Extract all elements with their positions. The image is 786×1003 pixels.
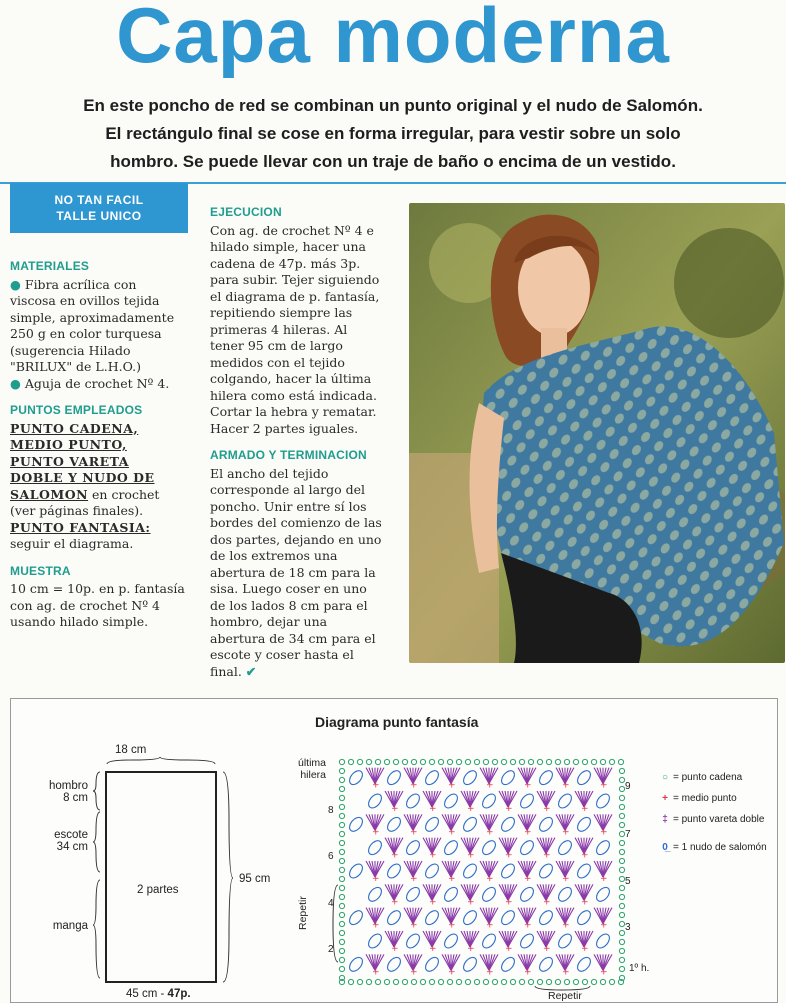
chain-stitch	[501, 759, 506, 764]
chain-stitch	[348, 979, 353, 984]
chain-stitch	[339, 957, 344, 962]
single-crochet-mark: +	[410, 967, 418, 978]
solomon-knot	[480, 885, 498, 904]
chain-stitch	[546, 759, 551, 764]
page-title: Capa moderna	[116, 0, 670, 79]
single-crochet-mark: +	[543, 944, 551, 954]
chain-stitch	[619, 912, 624, 917]
solomon-knot	[347, 908, 365, 927]
solomon-knot	[423, 955, 441, 974]
chain-stitch	[420, 979, 425, 984]
chain-stitch	[591, 979, 596, 984]
chain-stitch	[339, 939, 344, 944]
chain-stitch	[339, 822, 344, 827]
chain-stitch	[357, 979, 362, 984]
single-crochet-mark: +	[600, 967, 608, 978]
solomon-knot	[518, 838, 536, 857]
single-crochet-mark: +	[448, 874, 456, 884]
chain-stitch	[357, 759, 362, 764]
puntos-heading: PUNTOS EMPLEADOS	[10, 403, 143, 417]
single-crochet-mark: +	[391, 944, 399, 954]
chain-stitch	[429, 759, 434, 764]
difficulty-label: NO TAN FACIL	[54, 193, 144, 207]
subtitle-line-3: hombro. Se puede llevar con un traje de baño o encima de un vestido.	[110, 152, 676, 171]
single-crochet-mark: +	[600, 827, 608, 838]
chain-stitch	[366, 759, 371, 764]
chain-stitch	[483, 979, 488, 984]
single-crochet-mark: +	[372, 780, 380, 791]
solomon-knot	[404, 885, 422, 904]
schematic-height: 95 cm	[239, 873, 271, 885]
single-crochet-mark: +	[410, 827, 418, 838]
chain-stitch	[573, 979, 578, 984]
solomon-knot	[385, 862, 403, 881]
single-crochet-mark: +	[372, 967, 380, 978]
chain-stitch-icon: ○	[661, 772, 669, 783]
chain-stitch	[510, 759, 515, 764]
chain-stitch	[582, 979, 587, 984]
chain-stitch	[619, 966, 624, 971]
single-crochet-mark: +	[562, 967, 570, 978]
solomon-knot	[366, 885, 384, 904]
solomon-knot	[442, 792, 460, 811]
chain-stitch	[339, 768, 344, 773]
chain-stitch	[339, 858, 344, 863]
solomon-knot	[385, 815, 403, 834]
chain-stitch	[619, 777, 624, 782]
row-number-6: 6	[328, 851, 334, 862]
single-crochet-mark: +	[410, 874, 418, 884]
solomon-knot	[518, 932, 536, 951]
solomon-knot	[575, 908, 593, 927]
puntos-basic-label: PUNTO CADENA, MEDIO PUNTO, PUNTO VARETA DOBLE Y NUDO DE SALOMON	[10, 420, 155, 502]
chain-stitch	[619, 939, 624, 944]
subtitle-line-2: El rectángulo final se cose en forma irregular, para vestir sobre un solo	[105, 124, 681, 143]
legend-double	[657, 814, 764, 825]
chain-stitch	[339, 867, 344, 872]
chain-stitch	[339, 804, 344, 809]
chain-stitch	[619, 867, 624, 872]
single-crochet-mark: +	[486, 874, 494, 884]
chain-stitch	[339, 840, 344, 845]
solomon-knot	[461, 908, 479, 927]
chain-stitch	[609, 979, 614, 984]
materiales-item-1-text: Fibra acrílica con viscosa en ovillos tejida simple, aproximadamente 250 g en color turquesa (sugerencia Hilado "BRILUX" de L.H.O.)	[10, 276, 175, 374]
chain-stitch	[339, 849, 344, 854]
solomon-knot	[594, 792, 612, 811]
bullet-icon: ●	[10, 276, 25, 292]
solomon-knot	[442, 932, 460, 951]
chain-stitch	[564, 979, 569, 984]
chain-stitch	[339, 795, 344, 800]
solomon-knot	[423, 815, 441, 834]
chain-stitch	[564, 759, 569, 764]
single-crochet-mark: +	[448, 780, 456, 791]
single-crochet-mark: +	[410, 920, 418, 931]
chain-stitch	[619, 786, 624, 791]
chain-stitch	[492, 759, 497, 764]
solomon-knot	[385, 908, 403, 927]
solomon-knot	[480, 838, 498, 857]
solomon-knot	[537, 908, 555, 927]
single-crochet-mark: +	[505, 897, 513, 908]
chain-stitch	[339, 966, 344, 971]
chain-stitch	[456, 979, 461, 984]
single-crochet-mark: +	[410, 780, 418, 791]
single-crochet-mark: +	[486, 827, 494, 838]
schematic-bottom-p: 47p.	[167, 988, 191, 1000]
chain-stitch	[402, 759, 407, 764]
single-crochet-mark: +	[486, 780, 494, 791]
chain-stitch	[619, 903, 624, 908]
chain-stitch	[501, 979, 506, 984]
single-crochet-mark: +	[467, 897, 475, 908]
single-crochet-mark: +	[524, 920, 532, 931]
chain-stitch	[393, 979, 398, 984]
chain-stitch	[447, 759, 452, 764]
schematic-top-width: 18 cm	[115, 744, 147, 756]
solomon-knot	[461, 862, 479, 881]
chain-stitch	[492, 979, 497, 984]
solomon-knot	[556, 932, 574, 951]
first-row-label: 1º h.	[629, 963, 650, 974]
single-crochet-mark: +	[391, 804, 399, 814]
single-crochet-icon: +	[662, 793, 668, 804]
single-crochet-mark: +	[467, 804, 475, 814]
single-crochet-mark: +	[524, 780, 532, 791]
schematic-hombro-cm: 8 cm	[63, 792, 88, 804]
chain-stitch	[411, 759, 416, 764]
chain-stitch	[528, 979, 533, 984]
solomon-knot	[423, 768, 441, 787]
chain-stitch	[438, 979, 443, 984]
solomon-knot	[537, 955, 555, 974]
single-crochet-mark: +	[543, 850, 551, 861]
chain-stitch	[619, 831, 624, 836]
single-crochet-mark: +	[429, 850, 437, 861]
muestra-heading: MUESTRA	[10, 563, 71, 578]
single-crochet-mark: +	[543, 804, 551, 814]
solomon-knot	[461, 768, 479, 787]
chain-stitch	[619, 876, 624, 881]
chain-stitch	[384, 979, 389, 984]
legend-chain-text: = punto cadena	[673, 772, 743, 783]
solomon-knot	[385, 768, 403, 787]
single-crochet-mark: +	[524, 874, 532, 884]
legend-knot-text: = 1 nudo de salomón	[673, 842, 767, 853]
solomon-knot	[461, 955, 479, 974]
solomon-knot	[499, 815, 517, 834]
chain-stitch	[609, 759, 614, 764]
double-treble-icon: ‡	[662, 814, 668, 825]
chain-stitch	[474, 979, 479, 984]
legend-chain	[657, 772, 742, 783]
chain-stitch	[582, 759, 587, 764]
single-crochet-mark: +	[448, 827, 456, 838]
row-number-2: 2	[328, 944, 334, 955]
solomon-knot	[404, 838, 422, 857]
puntos-fantasy-label: PUNTO FANTASIA:	[10, 519, 151, 535]
legend-single-text: = medio punto	[673, 793, 737, 804]
chain-stitch	[375, 759, 380, 764]
chain-stitch	[555, 979, 560, 984]
chain-stitch	[339, 813, 344, 818]
solomon-knot	[347, 768, 365, 787]
solomon-knot	[385, 955, 403, 974]
chain-stitch	[618, 759, 623, 764]
chain-stitch	[619, 948, 624, 953]
single-crochet-mark: +	[429, 897, 437, 908]
chain-stitch	[339, 903, 344, 908]
puntos-fantasy-text: seguir el diagrama.	[10, 536, 134, 551]
single-crochet-mark: +	[505, 850, 513, 861]
single-crochet-mark: +	[562, 920, 570, 931]
chain-stitch	[519, 759, 524, 764]
solomon-knot	[480, 932, 498, 951]
ultima-hilera-label: última hilera	[297, 757, 326, 781]
solomon-knot	[575, 862, 593, 881]
schematic-escote-cm: 34 cm	[56, 841, 88, 853]
chain-stitch	[420, 759, 425, 764]
schematic-bottom-cm: 45 cm -	[126, 988, 165, 1000]
chain-stitch	[600, 759, 605, 764]
chain-stitch	[510, 979, 515, 984]
solomon-knot	[556, 885, 574, 904]
schematic-manga-label: manga	[52, 920, 88, 932]
chain-stitch	[537, 979, 542, 984]
solomon-knot	[480, 792, 498, 811]
chain-stitch	[339, 777, 344, 782]
chain-stitch	[429, 979, 434, 984]
chain-stitch	[619, 921, 624, 926]
size-label: TALLE UNICO	[56, 209, 142, 223]
solomon-knot	[575, 768, 593, 787]
materiales-heading: MATERIALES	[10, 259, 90, 273]
single-crochet-mark: +	[505, 804, 513, 814]
solomon-knot	[347, 955, 365, 974]
chain-stitch	[339, 759, 344, 764]
single-crochet-mark: +	[600, 780, 608, 791]
diagram-title: Diagrama punto fantasía	[315, 714, 479, 730]
chain-stitch	[339, 894, 344, 899]
single-crochet-mark: +	[524, 827, 532, 838]
chain-stitch	[393, 759, 398, 764]
chain-stitch	[619, 822, 624, 827]
chain-stitch	[619, 849, 624, 854]
chain-stitch	[600, 979, 605, 984]
chain-stitch	[546, 979, 551, 984]
solomon-knot	[423, 908, 441, 927]
bullet-icon: ●	[10, 375, 25, 391]
chain-stitch	[619, 894, 624, 899]
chain-stitch	[573, 759, 578, 764]
solomon-knot	[347, 815, 365, 834]
solomon-knot	[537, 768, 555, 787]
single-crochet-mark: +	[581, 804, 589, 814]
chain-stitch	[519, 979, 524, 984]
single-crochet-mark: +	[391, 897, 399, 908]
armado-heading: ARMADO Y TERMINACION	[210, 448, 367, 462]
solomon-knot	[499, 908, 517, 927]
row-number-8: 8	[328, 805, 334, 816]
repetir-bottom-label: Repetir	[548, 990, 582, 1002]
solomon-knot	[366, 838, 384, 857]
single-crochet-mark: +	[562, 827, 570, 838]
chain-stitch	[619, 804, 624, 809]
solomon-knot	[594, 838, 612, 857]
solomon-knot	[575, 955, 593, 974]
single-crochet-mark: +	[486, 967, 494, 978]
solomon-knot	[461, 815, 479, 834]
single-crochet-mark: +	[372, 920, 380, 931]
chain-stitch	[339, 786, 344, 791]
solomon-knot-icon: 0̲	[662, 842, 668, 853]
schematic-center-label: 2 partes	[137, 884, 179, 896]
check-icon: ✔	[245, 663, 257, 679]
muestra-text: 10 cm = 10p. en p. fantasía con ag. de crochet Nº 4 usando hilado simple.	[10, 581, 185, 629]
chain-stitch	[619, 813, 624, 818]
chain-stitch	[619, 768, 624, 773]
materiales-item-2-text: Aguja de crochet Nº 4.	[24, 375, 170, 391]
solomon-knot	[366, 792, 384, 811]
solomon-knot	[404, 792, 422, 811]
chain-stitch	[339, 948, 344, 953]
repetir-side-label: Repetir	[297, 896, 309, 930]
chain-stitch	[339, 831, 344, 836]
solomon-knot	[594, 932, 612, 951]
solomon-knot	[537, 815, 555, 834]
legend-knot	[657, 842, 767, 853]
chain-stitch	[474, 759, 479, 764]
chain-stitch	[384, 759, 389, 764]
legend-single	[657, 793, 737, 804]
single-crochet-mark: +	[562, 780, 570, 791]
solomon-knot	[423, 862, 441, 881]
chain-stitch	[619, 795, 624, 800]
chain-stitch	[619, 957, 624, 962]
schematic-escote-label: escote	[54, 829, 88, 841]
row-number-9: 9	[625, 781, 631, 792]
row-number-5: 5	[625, 876, 631, 887]
solomon-knot	[518, 885, 536, 904]
chain-stitch	[537, 759, 542, 764]
chain-stitch	[438, 759, 443, 764]
subtitle-line-1: En este poncho de red se combinan un punto original y el nudo de Salomón.	[83, 96, 703, 115]
chain-stitch	[465, 759, 470, 764]
row-number-4: 4	[328, 898, 334, 909]
single-crochet-mark: +	[581, 944, 589, 954]
puntos-basic-text: en crochet (ver páginas finales).	[10, 486, 160, 518]
chain-stitch	[619, 840, 624, 845]
chain-stitch	[483, 759, 488, 764]
solomon-knot	[499, 862, 517, 881]
armado-text: El ancho del tejido corresponde al largo del poncho. Unir entre sí los bordes del comienzo de las dos partes, dejando en uno de los extremos una abertura de 18 cm para la sisa. Luego coser en uno de los lados 8 cm para el hombro, dejar una abertura de 34 cm para el escote y coser hasta el final.	[210, 465, 382, 679]
legend-double-text: = punto vareta doble	[673, 814, 765, 825]
solomon-knot	[499, 955, 517, 974]
single-crochet-mark: +	[505, 944, 513, 954]
single-crochet-mark: +	[581, 850, 589, 861]
solomon-knot	[499, 768, 517, 787]
chain-stitch	[339, 876, 344, 881]
chain-stitch	[366, 979, 371, 984]
single-crochet-mark: +	[429, 804, 437, 814]
single-crochet-mark: +	[600, 874, 608, 884]
single-crochet-mark: +	[372, 874, 380, 884]
chain-stitch	[619, 930, 624, 935]
solomon-knot	[518, 792, 536, 811]
chain-stitch	[591, 759, 596, 764]
chain-stitch	[528, 759, 533, 764]
solomon-knot	[556, 838, 574, 857]
chain-stitch	[619, 858, 624, 863]
single-crochet-mark: +	[372, 827, 380, 838]
single-crochet-mark: +	[524, 967, 532, 978]
single-crochet-mark: +	[562, 874, 570, 884]
single-crochet-mark: +	[467, 944, 475, 954]
chain-stitch	[375, 979, 380, 984]
chain-stitch	[339, 930, 344, 935]
single-crochet-mark: +	[391, 850, 399, 861]
chain-stitch	[339, 912, 344, 917]
solomon-knot	[404, 932, 422, 951]
chain-stitch	[465, 979, 470, 984]
chain-stitch	[339, 921, 344, 926]
chain-stitch	[339, 885, 344, 890]
ejecucion-heading: EJECUCION	[210, 205, 282, 219]
solomon-knot	[537, 862, 555, 881]
solomon-knot	[442, 838, 460, 857]
solomon-knot	[575, 815, 593, 834]
single-crochet-mark: +	[448, 920, 456, 931]
single-crochet-mark: +	[543, 897, 551, 908]
single-crochet-mark: +	[467, 850, 475, 861]
single-crochet-mark: +	[429, 944, 437, 954]
chain-stitch	[555, 759, 560, 764]
single-crochet-mark: +	[448, 967, 456, 978]
chain-stitch	[348, 759, 353, 764]
chain-stitch	[402, 979, 407, 984]
ejecucion-text: Con ag. de crochet Nº 4 e hilado simple, hacer una cadena de 47p. más 3p. para subir. Tejer siguiendo el diagrama de p. fantasía, repitiendo siempre las primeras 4 hileras. Al tener 95 cm de largo medidos con el tejido colgando, hacer la última hilera como está indicada. Cortar la hebra y rematar. Hacer 2 partes iguales.	[210, 222, 380, 436]
single-crochet-mark: +	[581, 897, 589, 908]
solomon-knot	[347, 862, 365, 881]
chain-stitch	[447, 979, 452, 984]
solomon-knot	[594, 885, 612, 904]
single-crochet-mark: +	[600, 920, 608, 931]
row-number-3: 3	[625, 922, 631, 933]
chain-stitch	[456, 759, 461, 764]
solomon-knot	[442, 885, 460, 904]
chain-stitch	[619, 885, 624, 890]
chain-stitch	[411, 979, 416, 984]
single-crochet-mark: +	[486, 920, 494, 931]
solomon-knot	[366, 932, 384, 951]
solomon-knot	[556, 792, 574, 811]
row-number-7: 7	[625, 829, 631, 840]
schematic-hombro-label: hombro	[49, 780, 88, 792]
